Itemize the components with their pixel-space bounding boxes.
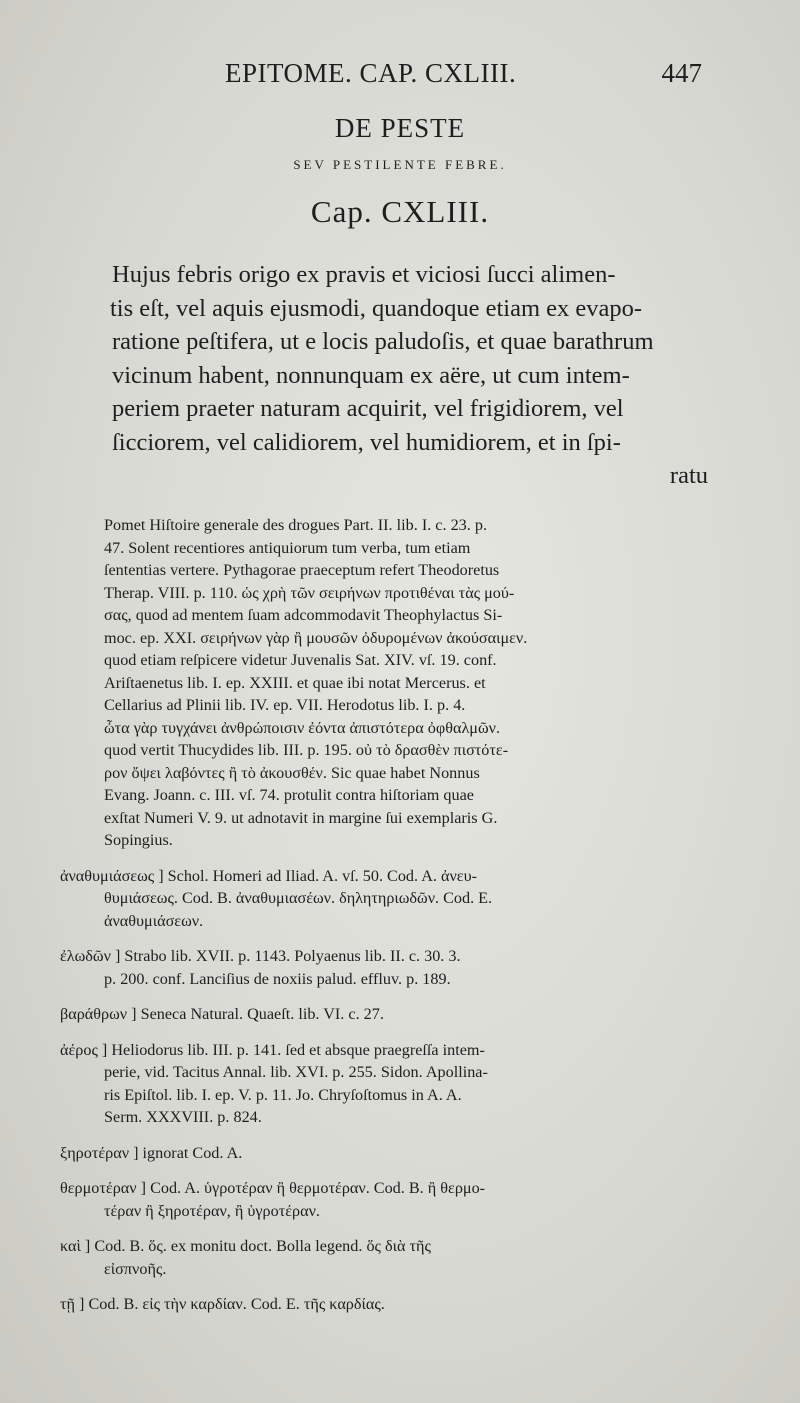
footnote-line: θυμιάσεως. Cod. B. ἀναθυμιασέων. δηλητηριωδῶν. Cod. E. (104, 889, 493, 907)
footnote (60, 945, 710, 990)
footnote-line: Sopingius. (104, 831, 173, 849)
footnote-line: perie, vid. Tacitus Annal. lib. XVI. p. 255. Sidon. Apollina- (104, 1063, 488, 1081)
footnote (60, 1142, 710, 1165)
footnote-line: Pomet Hiſtoire generale des drogues Part. II. lib. I. c. 23. p. (104, 516, 488, 534)
page-number: 447 (661, 58, 702, 88)
main-text-line: ratione peſtifera, ut e locis paludoſis, et quae barathrum (112, 328, 654, 355)
footnotes (60, 514, 710, 1329)
footnote-line: βαράθρων ] Seneca Natural. Quaeſt. lib. VI. c. 27. (60, 1005, 384, 1023)
footnote (60, 1003, 710, 1026)
footnote-line: 47. Solent recentiores antiquiorum tum verba, tum etiam (104, 538, 471, 557)
footnote-line: quod etiam reſpicere videtur Juvenalis Sat. XIV. vſ. 19. conf. (104, 651, 497, 669)
footnote-line: εἰσπνοῆς. (104, 1259, 167, 1278)
footnote-line: exſtat Numeri V. 9. ut adnotavit in margine ſui exemplaris G. (104, 808, 498, 827)
chapter-subtitle: SEV PESTILENTE FEBRE. (293, 157, 507, 172)
footnote-line: ris Epiſtol. lib. I. ep. V. p. 11. Jo. Chryſoſtomus in A. A. (104, 1085, 462, 1104)
page-header (0, 58, 800, 94)
main-text-line: tis eſt, vel aquis ejusmodi, quandoque etiam ex evapo- (110, 294, 643, 322)
footnote-line: moc. ep. XXI. σειρήνων γὰρ ἢ μουσῶν ὀδυρομένων ἀκούσαιμεν. (104, 628, 528, 647)
footnote-line: ρον ὄψει λαβόντες ἢ τὸ ἀκουσθέν. Sic quae habet Nonnus (104, 763, 480, 782)
footnote-line: καὶ ] Cod. B. ὅς. ex monitu doct. Bolla legend. ὅς διὰ τῆς (60, 1237, 431, 1255)
footnote-line: p. 200. conf. Lanciſius de noxiis palud. effluv. p. 189. (104, 969, 451, 988)
footnote-line: ξηροτέραν ] ignorat Cod. A. (60, 1143, 243, 1162)
footnote-line: Cellarius ad Plinii lib. IV. ep. VII. Herodotus lib. I. p. 4. (104, 696, 466, 714)
footnote-line: Serm. XXXVIII. p. 824. (104, 1108, 262, 1126)
footnote (60, 514, 710, 852)
footnote-line: Therap. VIII. p. 110. ὡς χρὴ τῶν σειρήνων προτιθέναι τὰς μού- (104, 583, 515, 602)
footnote (60, 865, 710, 933)
footnote-line: τέραν ἢ ξηροτέραν, ἢ ὑγροτέραν. (104, 1201, 320, 1220)
footnote (60, 1293, 710, 1316)
footnote-line: τῇ ] Cod. B. εἰς τὴν καρδίαν. Cod. E. τῆς καρδίας. (60, 1295, 385, 1313)
footnote (60, 1177, 710, 1222)
footnote-line: ſententias vertere. Pythagorae praeceptum refert Theodoretus (104, 561, 500, 579)
footnote-line: ἀναθυμιάσεων. (104, 911, 204, 930)
footnote-line: Ariſtaenetus lib. I. ep. XXIII. et quae ibi notat Mercerus. et (104, 673, 486, 692)
footnote-line: σας, quod ad mentem ſuam adcommodavit Theophylactus Si- (104, 606, 503, 624)
main-text (112, 258, 708, 493)
running-head: EPITOME. CAP. CXLIII. (225, 58, 517, 88)
main-text-line: vicinum habent, nonnunquam ex aëre, ut cum intem- (112, 361, 630, 389)
footnote-line: quod vertit Thucydides lib. III. p. 195. οὐ τὸ δρασθὲν πιστότε- (104, 741, 509, 759)
main-text-line: Hujus febris origo ex pravis et viciosi ſucci alimen- (112, 261, 616, 288)
footnote-line: ἐλωδῶν ] Strabo lib. XVII. p. 1143. Polyaenus lib. II. c. 30. 3. (60, 947, 461, 965)
main-text-line: periem praeter naturam acquirit, vel frigidiorem, vel (112, 395, 624, 422)
footnote-line: θερμοτέραν ] Cod. A. ὑγροτέραν ἢ θερμοτέραν. Cod. B. ἢ θερμο- (60, 1179, 486, 1197)
catchword: ratu (669, 462, 708, 489)
footnote-line: ἀέρος ] Heliodorus lib. III. p. 141. ſed et absque praegreſſa intem- (60, 1040, 485, 1059)
footnote (60, 1039, 710, 1129)
chapter-number: Cap. CXLIII. (310, 194, 490, 229)
footnote-line: ὦτα γὰρ τυγχάνει ἀνθρώποισιν ἐόντα ἀπιστότερα ὀφθαλμῶν. (104, 718, 501, 737)
footnote-line: ἀναθυμιάσεως ] Schol. Homeri ad Iliad. A. vſ. 50. Cod. A. ἀνευ- (60, 866, 478, 885)
main-text-line: ſicciorem, vel calidiorem, vel humidiorem, et in ſpi- (112, 428, 621, 456)
footnote-line: Evang. Joann. c. III. vſ. 74. protulit contra hiſtoriam quae (104, 786, 474, 804)
footnote (60, 1235, 710, 1280)
chapter-title: DE PESTE (334, 113, 466, 143)
